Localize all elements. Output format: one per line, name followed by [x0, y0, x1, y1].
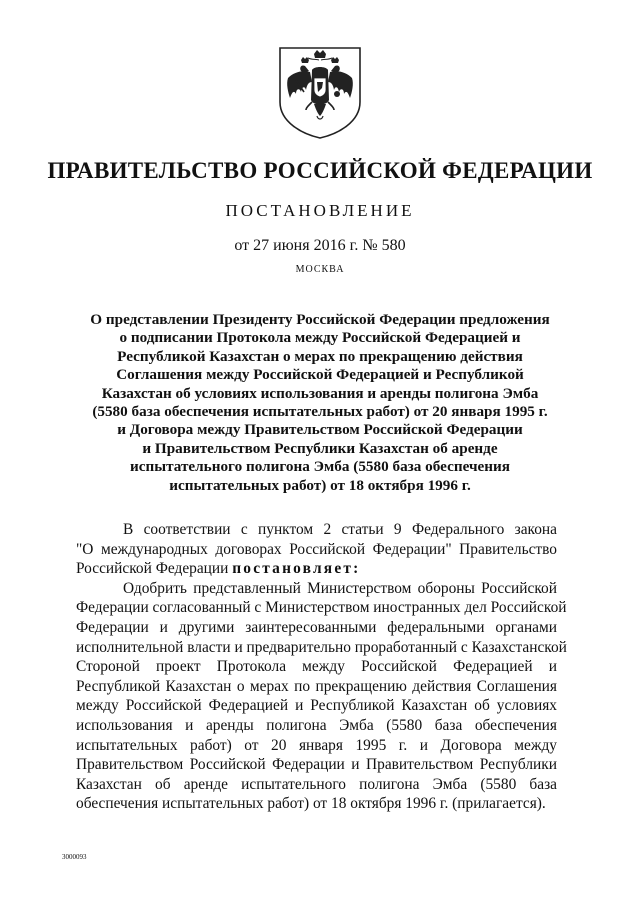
- heading-line: Казахстан об условиях использования и аренды полигона Эмба: [101, 384, 539, 402]
- body-line: Одобрить представленный Министерством обороны Российской: [123, 579, 557, 597]
- document-city: МОСКВА: [295, 264, 345, 275]
- heading-line: Республикой Казахстан о мерах по прекращению действия: [117, 347, 523, 365]
- government-title: ПРАВИТЕЛЬСТВО РОССИЙСКОЙ ФЕДЕРАЦИИ: [47, 158, 593, 183]
- body-line: "О международных договорах Российской Федерации" Правительство: [76, 540, 557, 558]
- heading-line: испытательных работ) от 18 октября 1996 г.: [169, 476, 471, 494]
- body-line: обеспечения испытательных работ) от 18 октября 1996 г. (прилагается).: [76, 795, 546, 813]
- body-line: использования и аренды полигона Эмба (5580 база обеспечения: [76, 716, 557, 734]
- heading-line: (5580 база обеспечения испытательных работ) от 20 января 1995 г.: [92, 403, 548, 421]
- resolution-heading: [70, 311, 570, 495]
- body-line: Республикой Казахстан о мерах по прекращению действия Соглашения: [76, 677, 557, 695]
- body-line: Федерации и другими заинтересованными федеральными органами: [76, 618, 557, 636]
- document-date: от 27 июня 2016 г. № 580: [234, 237, 406, 254]
- document-code: 3000093: [62, 853, 87, 861]
- russian-coat-of-arms-icon: [274, 44, 366, 140]
- decree-prefix: Российской Федерации: [76, 560, 233, 578]
- body-line: исполнительной власти и предварительно проработанный с Казахстанской: [76, 638, 567, 656]
- heading-line: и Правительством Республики Казахстан об аренде: [142, 439, 498, 457]
- body-line: между Российской Федерацией и Республикой Казахстан об условиях: [76, 697, 557, 715]
- heading-line: и Договора между Правительством Российской Федерации: [117, 421, 523, 439]
- body-line: В соответствии с пунктом 2 статьи 9 Федерального закона: [123, 521, 557, 538]
- body-line: Стороной проект Протокола между Российской Федерацией и: [76, 658, 557, 676]
- heading-line: О представлении Президенту Российской Федерации предложения: [90, 311, 550, 328]
- document-type: ПОСТАНОВЛЕНИЕ: [225, 201, 415, 220]
- body-line: Казахстан об аренде испытательного полигона Эмба (5580 база: [76, 775, 557, 793]
- heading-line: испытательного полигона Эмба (5580 база обеспечения: [130, 458, 510, 476]
- heading-line: о подписании Протокола между Российской Федерацией и: [119, 329, 521, 347]
- emblem: [274, 44, 366, 140]
- body-line: Федерации согласованный с Министерством иностранных дел Российской: [76, 599, 567, 617]
- resolution-body: [76, 520, 567, 814]
- heading-line: Соглашения между Российской Федерацией и Республикой: [116, 366, 524, 384]
- body-line: Правительством Российской Федерации и Правительством Республики: [76, 756, 557, 774]
- body-line-decree: [76, 559, 557, 579]
- decree-keyword: постановляет:: [232, 560, 361, 578]
- body-line: испытательных работ) от 20 января 1995 г. и Договора между: [76, 736, 557, 754]
